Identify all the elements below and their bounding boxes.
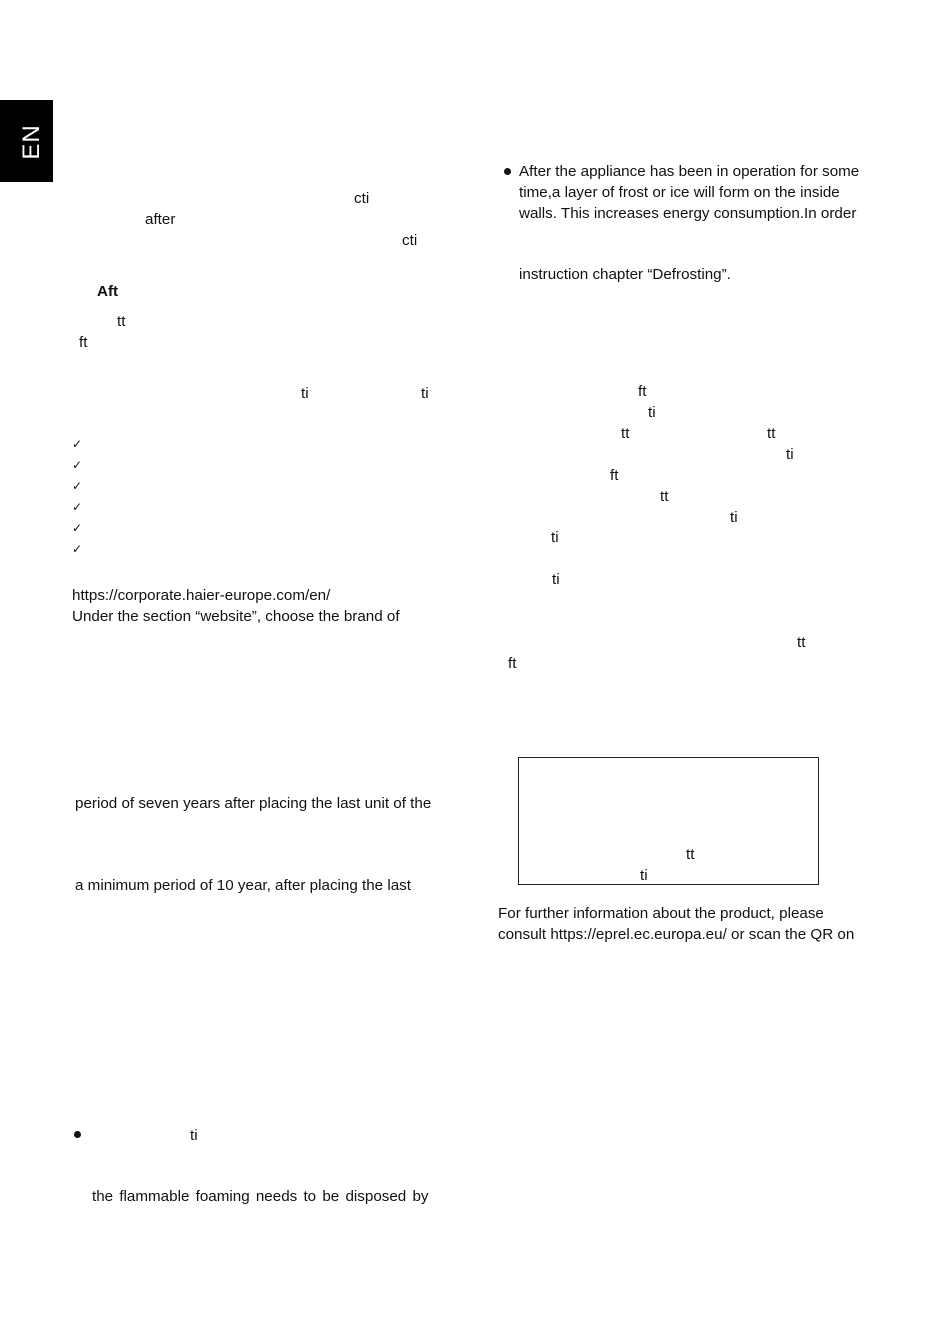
eprel-link-text[interactable]: consult https://eprel.ec.europa.eu/ or scan the QR on bbox=[498, 926, 855, 943]
spare-parts-seven-years-text: period of seven years after placing the last unit of the bbox=[75, 795, 432, 812]
foaming-disposal-text: the flammable foaming needs to be disposed by bbox=[92, 1188, 429, 1205]
checkmark-icon: ✓ bbox=[72, 500, 83, 514]
checkmark-icon: ✓ bbox=[72, 521, 83, 535]
text-fragment: tt bbox=[117, 313, 126, 330]
text-fragment: tt bbox=[660, 488, 669, 505]
text-fragment: ti bbox=[551, 529, 559, 546]
defrost-text-line: walls. This increases energy consumption.In order bbox=[519, 205, 857, 222]
text-fragment: ft bbox=[79, 334, 88, 351]
text-fragment: tt bbox=[686, 846, 695, 863]
bullet-icon bbox=[504, 168, 511, 175]
text-fragment: ti bbox=[730, 509, 738, 526]
text-fragment: ft bbox=[610, 467, 619, 484]
text-fragment: tt bbox=[621, 425, 630, 442]
text-fragment: cti bbox=[402, 232, 418, 249]
text-fragment: tt bbox=[797, 634, 806, 651]
further-info-text: For further information about the product, please bbox=[498, 905, 824, 922]
checkmark-icon: ✓ bbox=[72, 437, 83, 451]
text-fragment: ti bbox=[640, 867, 648, 884]
defrost-text-line: instruction chapter “Defrosting”. bbox=[519, 266, 731, 283]
text-fragment: ti bbox=[786, 446, 794, 463]
checkmark-icon: ✓ bbox=[72, 542, 83, 556]
section-heading-fragment: Aft bbox=[97, 283, 119, 300]
spare-parts-ten-years-text: a minimum period of 10 year, after placing the last bbox=[75, 877, 411, 894]
text-fragment: ti bbox=[648, 404, 656, 421]
text-fragment: tt bbox=[767, 425, 776, 442]
text-fragment: ti bbox=[190, 1127, 198, 1144]
text-fragment: ti bbox=[301, 385, 309, 402]
bullet-icon bbox=[74, 1131, 81, 1138]
text-fragment: ti bbox=[421, 385, 429, 402]
text-fragment: ti bbox=[552, 571, 560, 588]
defrost-text-line: After the appliance has been in operation for some bbox=[519, 163, 860, 180]
defrost-text-line: time,a layer of frost or ice will form on the inside bbox=[519, 184, 840, 201]
language-tab-label: EN bbox=[18, 124, 45, 160]
text-fragment: ft bbox=[508, 655, 517, 672]
checkmark-icon: ✓ bbox=[72, 458, 83, 472]
info-box bbox=[518, 757, 819, 885]
text-fragment: ft bbox=[638, 383, 647, 400]
website-section-text: Under the section “website”, choose the brand of bbox=[72, 608, 400, 625]
text-fragment: after bbox=[145, 211, 176, 228]
text-fragment: cti bbox=[354, 190, 370, 207]
checkmark-icon: ✓ bbox=[72, 479, 83, 493]
corporate-url-link[interactable]: https://corporate.haier-europe.com/en/ bbox=[72, 587, 331, 604]
